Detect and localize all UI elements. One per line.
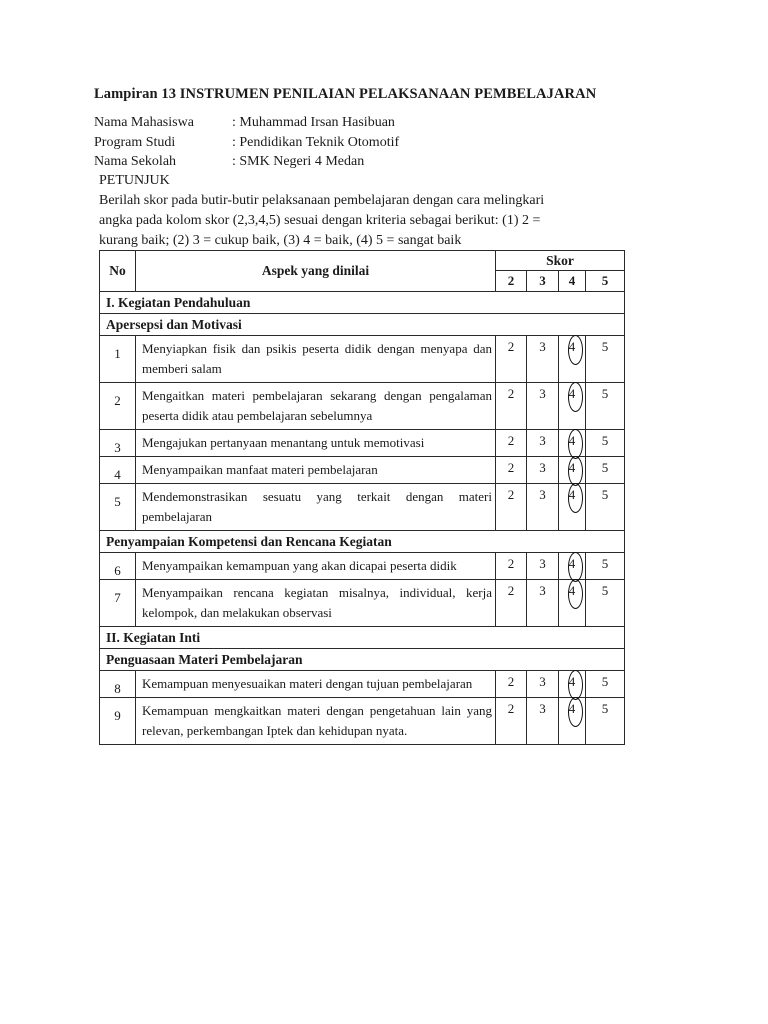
score-value: 3	[539, 433, 546, 448]
score-cell-5	[586, 484, 625, 531]
score-cell-2	[496, 553, 527, 580]
instruction-line: kurang baik; (2) 3 = cukup baik, (3) 4 = baik, (4) 5 = sangat baik	[99, 233, 462, 248]
score-value: 4	[568, 460, 576, 475]
score-value: 3	[539, 339, 546, 354]
score-cell-3	[527, 484, 559, 531]
table-row	[100, 383, 625, 430]
score-cell-3	[527, 671, 559, 698]
score-cell-4	[559, 671, 586, 698]
subsection-heading: Penyampaian Kompetensi dan Rencana Kegiatan	[100, 531, 625, 553]
section-heading: II. Kegiatan Inti	[100, 627, 625, 649]
score-cell-4	[559, 383, 586, 430]
info-label: Program Studi	[94, 135, 176, 150]
row-aspect: Menyampaikan rencana kegiatan misalnya, individual, kerja kelompok, dan melakukan observasi	[136, 580, 496, 627]
score-cell-3	[527, 698, 559, 745]
rows-group	[100, 336, 625, 531]
selected-score-circle	[568, 382, 583, 412]
score-cell-5	[586, 671, 625, 698]
score-cell-3	[527, 580, 559, 627]
info-value: : Muhammad Irsan Hasibuan	[232, 115, 395, 130]
score-value: 5	[601, 674, 609, 689]
row-aspect: Kemampuan mengkaitkan materi dengan pengetahuan lain yang relevan, perkembangan Iptek dan kehidupan nyata.	[136, 698, 496, 745]
table-row	[100, 580, 625, 627]
selected-score-circle	[568, 429, 583, 459]
score-value: 4	[568, 583, 576, 598]
score-value: 2	[507, 674, 515, 689]
header-aspect: Aspek yang dinilai	[136, 251, 496, 292]
header-score: Skor	[496, 251, 625, 271]
score-cell-4	[559, 430, 586, 457]
score-cell-2	[496, 580, 527, 627]
row-number: 3	[100, 430, 136, 457]
score-cell-2	[496, 430, 527, 457]
score-value: 2	[507, 583, 515, 598]
row-aspect: Menyampaikan manfaat materi pembelajaran	[136, 457, 496, 484]
score-cell-2	[496, 336, 527, 383]
row-aspect: Menyiapkan fisik dan psikis peserta didik dengan menyapa dan memberi salam	[136, 336, 496, 383]
score-value: 3	[539, 674, 546, 689]
row-number: 9	[100, 698, 136, 745]
score-value: 2	[507, 556, 515, 571]
score-cell-4	[559, 698, 586, 745]
subsection-heading: Apersepsi dan Motivasi	[100, 314, 625, 336]
score-value: 4	[568, 487, 576, 502]
row-aspect: Mendemonstrasikan sesuatu yang terkait dengan materi pembelajaran	[136, 484, 496, 531]
score-cell-5	[586, 698, 625, 745]
score-value: 2	[507, 339, 515, 354]
table-row	[100, 336, 625, 383]
score-value: 5	[601, 583, 609, 598]
score-value: 4	[568, 556, 576, 571]
score-value: 2	[507, 487, 515, 502]
score-cell-5	[586, 336, 625, 383]
score-value: 4	[568, 386, 576, 401]
header-score-4: 4	[559, 271, 586, 292]
selected-score-circle	[568, 670, 583, 700]
header-score-5: 5	[586, 271, 625, 292]
score-value: 5	[601, 386, 609, 401]
score-value: 4	[568, 433, 576, 448]
score-value: 4	[568, 339, 576, 354]
score-cell-3	[527, 457, 559, 484]
table-row	[100, 430, 625, 457]
table-row	[100, 698, 625, 745]
info-label: Nama Mahasiswa	[94, 115, 194, 130]
selected-score-circle	[568, 456, 583, 486]
score-value: 2	[507, 701, 515, 716]
score-value: 4	[568, 674, 576, 689]
row-aspect: Mengaitkan materi pembelajaran sekarang dengan pengalaman peserta didik atau pembelajaran sebelumnya	[136, 383, 496, 430]
score-cell-5	[586, 383, 625, 430]
info-row-nama-sekolah	[94, 154, 364, 170]
score-cell-2	[496, 484, 527, 531]
document-title: Lampiran 13 INSTRUMEN PENILAIAN PELAKSANAAN PEMBELAJARAN	[94, 86, 597, 102]
score-value: 5	[601, 339, 609, 354]
header-score-3: 3	[527, 271, 559, 292]
assessment-table	[99, 250, 625, 745]
instruction-line: Berilah skor pada butir-butir pelaksanaan pembelajaran dengan cara melingkari	[99, 193, 545, 208]
section-heading: I. Kegiatan Pendahuluan	[100, 292, 625, 314]
row-number: 6	[100, 553, 136, 580]
table-row	[100, 457, 625, 484]
selected-score-circle	[568, 579, 583, 609]
selected-score-circle	[568, 335, 583, 365]
row-number: 7	[100, 580, 136, 627]
score-cell-5	[586, 430, 625, 457]
score-value: 4	[568, 701, 576, 716]
score-value: 5	[601, 556, 609, 571]
instruction-line: angka pada kolom skor (2,3,4,5) sesuai dengan kriteria sebagai berikut: (1) 2 =	[99, 213, 541, 228]
score-cell-4	[559, 580, 586, 627]
table-row	[100, 484, 625, 531]
header-no: No	[100, 251, 136, 292]
row-number: 8	[100, 671, 136, 698]
score-value: 3	[539, 460, 546, 475]
selected-score-circle	[568, 483, 583, 513]
score-cell-5	[586, 580, 625, 627]
table-row	[100, 553, 625, 580]
row-number: 1	[100, 336, 136, 383]
info-value: : SMK Negeri 4 Medan	[232, 154, 365, 169]
score-cell-2	[496, 457, 527, 484]
score-cell-5	[586, 553, 625, 580]
row-aspect: Kemampuan menyesuaikan materi dengan tujuan pembelajaran	[136, 671, 496, 698]
score-cell-3	[527, 336, 559, 383]
score-value: 5	[601, 487, 609, 502]
score-cell-2	[496, 671, 527, 698]
header-score-2: 2	[496, 271, 527, 292]
row-number: 2	[100, 383, 136, 430]
row-number: 4	[100, 457, 136, 484]
row-aspect: Menyampaikan kemampuan yang akan dicapai peserta didik	[136, 553, 496, 580]
score-value: 5	[601, 433, 609, 448]
selected-score-circle	[568, 552, 583, 582]
score-value: 3	[539, 583, 546, 598]
score-cell-3	[527, 430, 559, 457]
score-value: 2	[507, 386, 515, 401]
selected-score-circle	[568, 697, 583, 727]
score-value: 2	[507, 433, 515, 448]
info-label: Nama Sekolah	[94, 154, 177, 169]
rows-group	[100, 671, 625, 745]
score-cell-4	[559, 484, 586, 531]
score-value: 3	[539, 487, 546, 502]
instructions	[99, 191, 599, 251]
info-row-nama-mahasiswa	[94, 115, 395, 131]
row-aspect: Mengajukan pertanyaan menantang untuk memotivasi	[136, 430, 496, 457]
row-number: 5	[100, 484, 136, 531]
score-value: 2	[507, 460, 515, 475]
score-cell-2	[496, 383, 527, 430]
info-row-program-studi	[94, 135, 399, 151]
score-cell-4	[559, 553, 586, 580]
score-value: 5	[601, 701, 609, 716]
score-cell-4	[559, 457, 586, 484]
score-value: 3	[539, 556, 546, 571]
table-row	[100, 671, 625, 698]
rows-group	[100, 553, 625, 627]
petunjuk-heading: PETUNJUK	[99, 173, 170, 188]
score-value: 3	[539, 386, 546, 401]
score-value: 5	[601, 460, 609, 475]
subsection-heading: Penguasaan Materi Pembelajaran	[100, 649, 625, 671]
score-cell-3	[527, 553, 559, 580]
score-cell-5	[586, 457, 625, 484]
score-cell-4	[559, 336, 586, 383]
score-value: 3	[539, 701, 546, 716]
score-cell-2	[496, 698, 527, 745]
score-cell-3	[527, 383, 559, 430]
info-value: : Pendidikan Teknik Otomotif	[232, 135, 400, 150]
